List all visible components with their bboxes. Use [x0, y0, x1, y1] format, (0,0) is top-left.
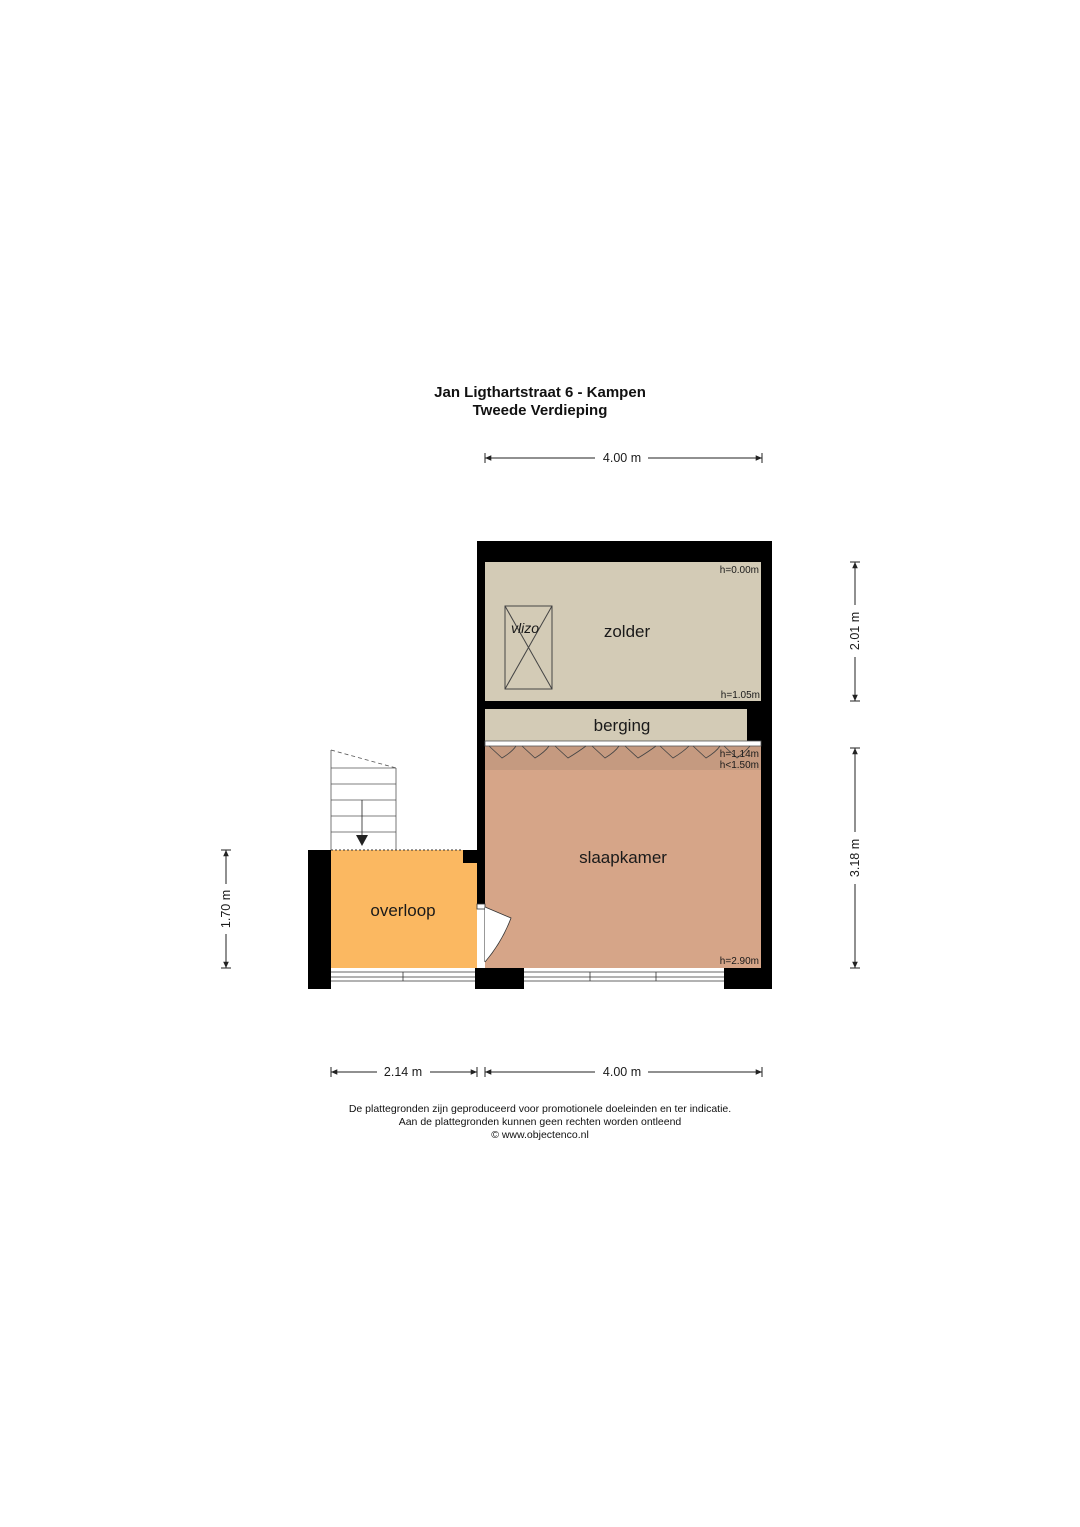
berging-wall-end [747, 709, 761, 741]
height-zolder-bottom: h=1.05m [720, 690, 760, 701]
vlizo-label: vlizo [511, 620, 540, 636]
disclaimer-line-1: De plattegronden zijn geproduceerd voor promotionele doeleinden en ter indicatie. [348, 1103, 732, 1115]
dimension-bottom-right-label: 4.00 m [602, 1065, 642, 1079]
plan-title: Jan Ligthartstraat 6 - Kampen [434, 384, 646, 401]
height-berging-1: h=1.14m [719, 749, 759, 760]
dimension-bottom-left-label: 2.14 m [383, 1065, 423, 1079]
door-jamb [477, 904, 485, 909]
height-zolder-top: h=0.00m [719, 565, 759, 576]
overloop-wall-left [308, 850, 331, 989]
window-overloop [331, 968, 477, 989]
stairs-arrow-icon [356, 835, 368, 846]
dimension-left-label: 1.70 m [219, 889, 233, 929]
door-opening [477, 904, 485, 968]
wall-pier-right [724, 968, 772, 989]
disclaimer-line-2: Aan de plattegronden kunnen geen rechten worden ontleend [398, 1116, 682, 1128]
room-label-overloop: overloop [370, 901, 436, 920]
dimension-right-lower-label: 3.18 m [848, 838, 862, 878]
room-label-zolder: zolder [603, 622, 651, 641]
window-slaapkamer [524, 968, 724, 989]
height-slaapkamer: h=2.90m [719, 956, 759, 967]
dimension-top-label: 4.00 m [602, 451, 642, 465]
copyright-line: © www.objectenco.nl [491, 1129, 589, 1141]
overloop-wall-corner [463, 850, 477, 863]
height-berging-2: h<1.50m [719, 760, 759, 771]
wall-pier-bottom [475, 968, 524, 989]
room-label-slaapkamer: slaapkamer [579, 848, 667, 867]
room-label-berging: berging [593, 716, 651, 735]
dimension-right-upper-label: 2.01 m [848, 611, 862, 651]
floor-title: Tweede Verdieping [472, 402, 608, 419]
